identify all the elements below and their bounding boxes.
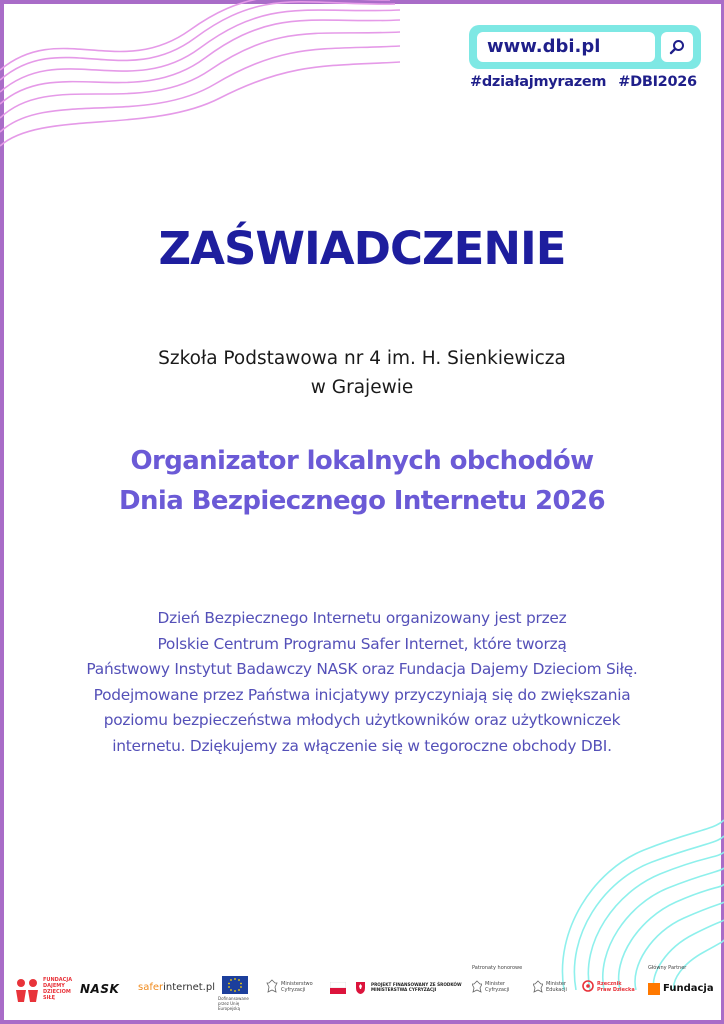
- website-url-field[interactable]: www.dbi.pl: [477, 32, 655, 62]
- school-name-line-1: Szkoła Podstawowa nr 4 im. H. Sienkiewicza: [158, 348, 566, 369]
- polish-emblem-icon: [355, 981, 366, 994]
- honorary-patronage-label: Patronaty honorowe: [472, 965, 523, 971]
- certificate-title: ZAŚWIADCZENIE: [158, 222, 566, 275]
- fdds-logo-icon: [14, 978, 40, 1002]
- polish-eagle-icon: [533, 980, 543, 993]
- minister-word: Edukacji: [546, 987, 567, 993]
- description-line: poziomu bezpieczeństwa młodych użytkowników oraz użytkowniczek: [103, 711, 621, 730]
- fdds-word: DZIECIOM: [43, 989, 71, 995]
- school-name: [0, 344, 724, 402]
- ministerstwo-cyfryzacji-logo: [281, 981, 313, 993]
- fdds-word: FUNDACJA: [43, 977, 73, 983]
- hashtag-dbi2026: #DBI2026: [618, 74, 697, 90]
- search-icon: [669, 39, 685, 55]
- minister-word: Cyfryzacji: [485, 987, 510, 993]
- project-financing-caption: [371, 982, 462, 992]
- website-search-bar: [469, 25, 701, 69]
- search-button[interactable]: [661, 32, 693, 62]
- description-line: Państwowy Instytut Badawczy NASK oraz Fundacja Dajemy Dzieciom Siłę.: [86, 660, 638, 679]
- role-line-1: Organizator lokalnych obchodów: [130, 446, 594, 476]
- description-line: internetu. Dziękujemy za włączenie się w tegoroczne obchody DBI.: [112, 736, 612, 755]
- certificate-description: [30, 606, 694, 760]
- minister-cyfryzacji-logo: [485, 981, 509, 993]
- partner-logos: [0, 960, 724, 1020]
- fdds-word: SIŁĘ: [43, 995, 56, 1001]
- description-line: Dzień Bezpiecznego Internetu organizowany jest przez: [157, 609, 567, 627]
- saferinternet-logo: [138, 982, 215, 993]
- caption-line: MINISTERSTWA CYFRYZACJI: [371, 987, 437, 992]
- minister-word: Minister: [546, 981, 566, 987]
- role-line-2: Dnia Bezpiecznego Internetu 2026: [119, 486, 605, 516]
- rpd-logo-icon: [582, 980, 594, 992]
- saferinternet-logo-part: safer: [138, 982, 164, 993]
- fdds-word: DAJEMY: [43, 983, 65, 989]
- polish-flag-icon: [330, 982, 346, 994]
- certificate-role: [0, 441, 724, 521]
- fdds-logo-text: [43, 977, 72, 1001]
- orange-logo-icon: [648, 983, 660, 995]
- hashtags: [470, 74, 710, 96]
- polish-eagle-icon: [266, 979, 278, 993]
- ombudsman-word: Rzecznik: [597, 981, 622, 987]
- minister-word: Minister: [485, 981, 505, 987]
- polish-eagle-icon: [472, 980, 482, 993]
- caption-line: PROJEKT FINANSOWANY ZE ŚRODKÓW: [371, 982, 462, 987]
- decorative-waves-top-left: [0, 0, 400, 150]
- eu-caption: Dofinansowane przez Unię Europejską: [218, 996, 249, 1011]
- saferinternet-logo-part: internet.pl: [163, 982, 215, 993]
- school-name-line-2: w Grajewie: [310, 377, 414, 398]
- ministry-word: Cyfryzacji: [281, 987, 306, 993]
- eu-flag-icon: [222, 976, 248, 994]
- nask-logo: NASK: [80, 982, 120, 996]
- description-line: Podejmowane przez Państwa inicjatywy przyczyniają się do zwiększania: [93, 685, 631, 704]
- hashtag-dzialajmy-razem: #działajmyrazem: [470, 74, 607, 90]
- fundacja-orange-logo: Fundacja: [663, 983, 714, 994]
- main-partner-label: Główny Partner: [648, 965, 687, 971]
- ministry-word: Ministerstwo: [281, 981, 313, 987]
- minister-edukacji-logo: [546, 981, 567, 993]
- description-line: Polskie Centrum Programu Safer Internet, które tworzą: [157, 634, 567, 653]
- rzecznik-praw-dziecka-logo: [597, 981, 635, 993]
- ombudsman-word: Praw Dziecka: [597, 987, 635, 993]
